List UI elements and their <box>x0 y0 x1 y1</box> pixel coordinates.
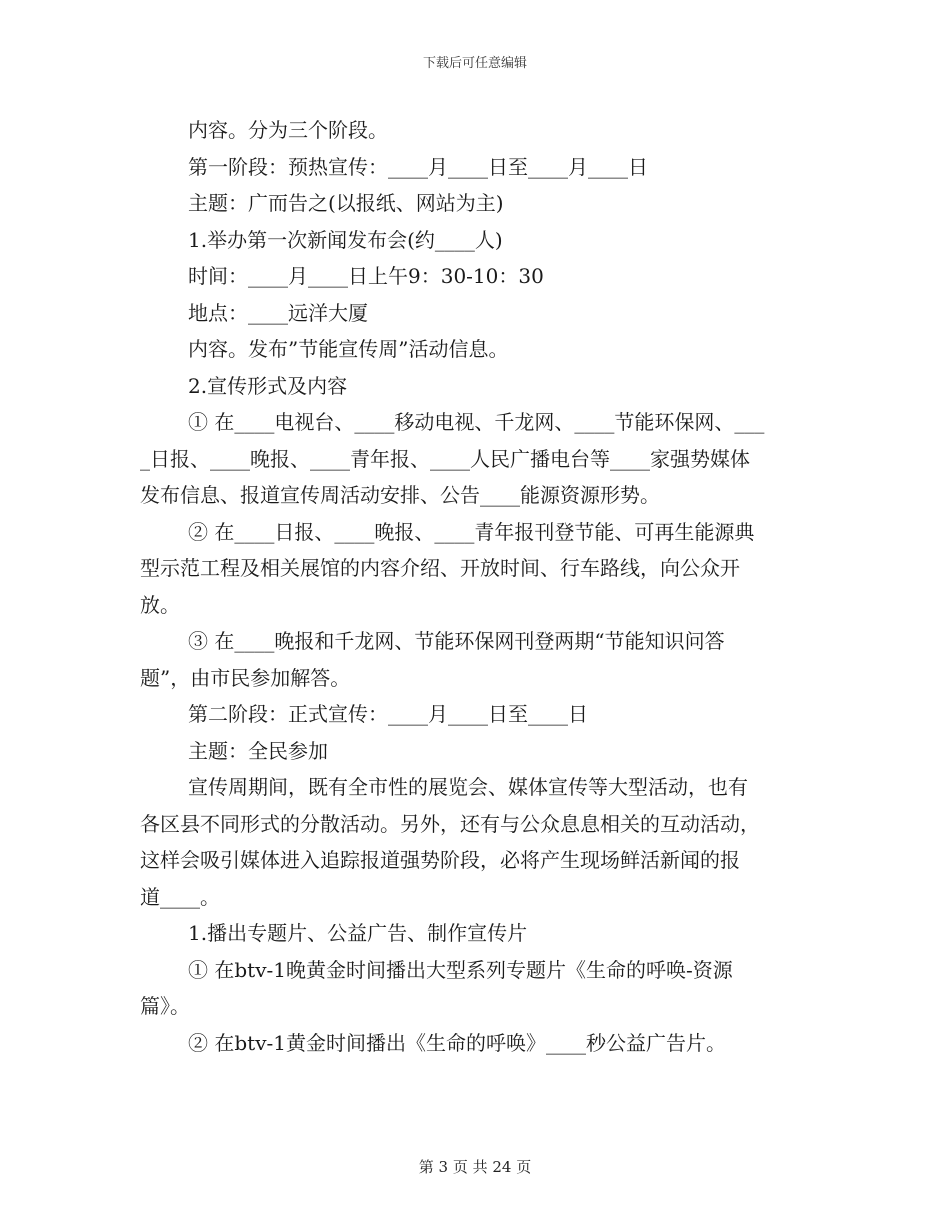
text-line: 1.播出专题片、公益广告、制作宣传片 <box>188 921 528 945</box>
text-line: 主题：全民参加 <box>188 738 328 763</box>
text-line: 宣传周期间，既有全市性的展览会、媒体宣传等大型活动，也有 <box>188 775 748 799</box>
text-line: 时间：____月____日上午9：30-10：30 <box>188 264 544 288</box>
text-line: 各区县不同形式的分散活动。另外，还有与公众息息相关的互动活动， <box>140 811 760 836</box>
text-line: 道____。 <box>140 884 220 909</box>
text-line: 放。 <box>140 592 180 617</box>
text-line: ① 在____电视台、____移动电视、千龙网、____节能环保网、___ <box>188 410 765 434</box>
text-line: 发布信息、报道宣传周活动安排、公告____能源资源形势。 <box>140 483 660 507</box>
text-line: _日报、____晚报、____青年报、____人民广播电台等____家强势媒体 <box>140 446 750 471</box>
text-line: ② 在____日报、____晚报、____青年报刊登节能、可再生能源典 <box>188 519 755 544</box>
page-header: 下载后可任意编辑 <box>422 56 527 71</box>
page-footer: 第 3 页 共 24 页 <box>418 1158 532 1176</box>
text-line: 第二阶段：正式宣传：____月____日至____日 <box>188 702 588 726</box>
text-line: ② 在btv-1黄金时间播出《生命的呼唤》____秒公益广告片。 <box>188 1030 726 1055</box>
text-line: 这样会吸引媒体进入追踪报道强势阶段，必将产生现场鲜活新闻的报 <box>140 848 740 872</box>
text-line: 1.举办第一次新闻发布会(约____人) <box>188 227 503 252</box>
text-line: 2.宣传形式及内容 <box>188 373 348 398</box>
text-line: 题”，由市民参加解答。 <box>140 665 351 690</box>
text-line: 地点：____远洋大厦 <box>188 300 368 325</box>
text-line: 篇》。 <box>140 994 190 1018</box>
document-body <box>140 112 812 1061</box>
text-line: 主题：广而告之(以报纸、网站为主) <box>188 191 504 215</box>
text-line: 内容。分为三个阶段。 <box>188 118 388 142</box>
text-line: 第一阶段：预热宣传：____月____日至____月____日 <box>188 154 648 179</box>
text-line: 内容。发布”节能宣传周”活动信息。 <box>188 337 509 361</box>
text-line: ① 在btv-1晚黄金时间播出大型系列专题片《生命的呼唤-资源 <box>188 957 733 982</box>
text-line: ③ 在____晚报和千龙网、节能环保网刊登两期“节能知识问答 <box>188 629 725 653</box>
text-line: 型示范工程及相关展馆的内容介绍、开放时间、行车路线，向公众开 <box>140 556 740 580</box>
